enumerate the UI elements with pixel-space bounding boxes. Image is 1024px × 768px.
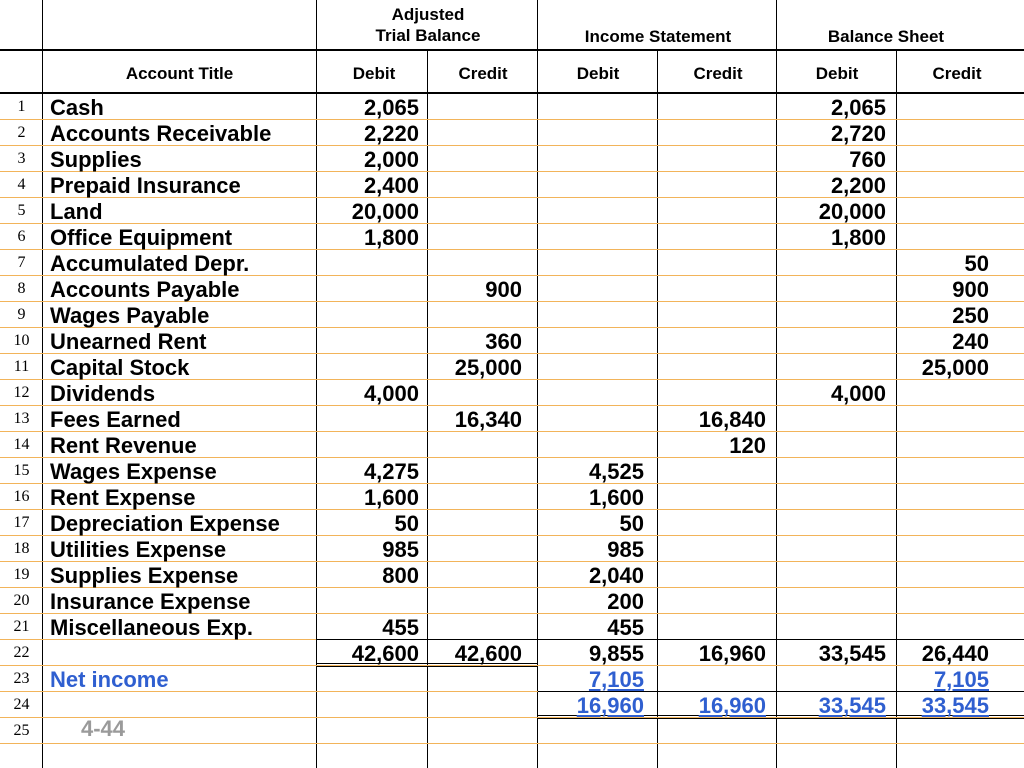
cell-is-d: 2,040 <box>588 563 644 588</box>
table-row <box>0 380 1024 406</box>
table-row <box>0 718 1024 744</box>
account-title: Land <box>50 199 103 224</box>
account-title: Accounts Payable <box>50 277 240 302</box>
account-title: Fees Earned <box>50 407 181 432</box>
account-title: Net income <box>50 667 169 692</box>
cell-bs-d: 33,545 <box>818 693 886 718</box>
table-row <box>0 94 1024 120</box>
cell-bs-d: 2,200 <box>830 173 886 198</box>
row-number: 2 <box>17 124 26 141</box>
row-number: 8 <box>17 280 26 297</box>
cell-tb-d: 1,600 <box>363 485 419 510</box>
cell-is-d: 7,105 <box>588 667 644 692</box>
cell-bs-c: 7,105 <box>933 667 989 692</box>
cell-bs-c: 26,440 <box>921 641 989 666</box>
cell-bs-d: 20,000 <box>818 199 886 224</box>
cell-bs-c: 50 <box>964 251 989 276</box>
row-number: 20 <box>13 592 30 609</box>
account-title: Supplies <box>50 147 142 172</box>
table-row <box>0 146 1024 172</box>
table-row <box>0 666 1024 692</box>
cell-tb-c: 360 <box>485 329 522 354</box>
table-row <box>0 536 1024 562</box>
account-title: Utilities Expense <box>50 537 227 562</box>
cell-tb-d: 455 <box>382 615 419 640</box>
cell-is-c: 16,840 <box>698 407 766 432</box>
cell-tb-d: 20,000 <box>351 199 419 224</box>
row-number: 25 <box>13 722 30 739</box>
cell-tb-d: 1,800 <box>363 225 419 250</box>
row-number: 3 <box>17 150 26 167</box>
row-number: 7 <box>17 254 26 271</box>
table-row <box>0 302 1024 328</box>
table-row <box>0 614 1024 640</box>
account-title: Cash <box>50 95 104 120</box>
table-row <box>0 510 1024 536</box>
cell-is-d: 455 <box>607 615 644 640</box>
row-number: 16 <box>13 488 30 505</box>
cell-bs-c: 33,545 <box>921 693 989 718</box>
header-is-credit: Credit <box>693 64 743 83</box>
row-number: 4 <box>17 176 26 193</box>
table-row <box>0 172 1024 198</box>
header-top-rule <box>0 49 1024 51</box>
table-row <box>0 458 1024 484</box>
cell-is-d: 200 <box>607 589 644 614</box>
cell-tb-d: 985 <box>382 537 419 562</box>
cell-bs-d: 2,065 <box>830 95 886 120</box>
cell-bs-d: 4,000 <box>830 381 886 406</box>
table-row <box>0 432 1024 458</box>
row-number: 9 <box>17 306 26 323</box>
table-row <box>0 224 1024 250</box>
row-number: 18 <box>13 540 30 557</box>
row-number: 24 <box>13 696 30 713</box>
header-bs-debit: Debit <box>815 64 859 83</box>
table-row <box>0 640 1024 666</box>
header-account-title: Account Title <box>125 64 234 83</box>
cell-is-d: 4,525 <box>588 459 644 484</box>
cell-bs-c: 900 <box>952 277 989 302</box>
cell-is-d: 9,855 <box>588 641 644 666</box>
cell-tb-c: 900 <box>485 277 522 302</box>
account-title: Depreciation Expense <box>50 511 280 536</box>
cell-is-d: 985 <box>607 537 644 562</box>
header-balance-sheet: Balance Sheet <box>827 27 945 46</box>
account-title: Wages Expense <box>50 459 217 484</box>
row-number: 10 <box>13 332 30 349</box>
header-tb-credit: Credit <box>458 64 508 83</box>
row-number: 12 <box>13 384 30 401</box>
cell-is-c: 16,960 <box>698 693 766 718</box>
table-row <box>0 562 1024 588</box>
row-number: 17 <box>13 514 30 531</box>
row-number: 22 <box>13 644 30 661</box>
table-row <box>0 354 1024 380</box>
cell-bs-d: 33,545 <box>818 641 886 666</box>
row-number: 11 <box>13 358 30 375</box>
cell-bs-c: 25,000 <box>921 355 989 380</box>
account-title: Office Equipment <box>50 225 233 250</box>
cell-is-c: 120 <box>729 433 766 458</box>
row-number: 14 <box>13 436 30 453</box>
row-number: 23 <box>13 670 30 687</box>
table-row <box>0 120 1024 146</box>
cell-bs-c: 250 <box>952 303 989 328</box>
table-row <box>0 692 1024 718</box>
cell-tb-d: 50 <box>394 511 419 536</box>
account-title: Capital Stock <box>50 355 190 380</box>
row-number: 1 <box>17 98 26 115</box>
row-number: 21 <box>13 618 30 635</box>
header-tb-debit: Debit <box>352 64 396 83</box>
page-number: 4-44 <box>81 716 126 741</box>
cell-tb-d: 800 <box>382 563 419 588</box>
table-row <box>0 250 1024 276</box>
header-bs-credit: Credit <box>932 64 982 83</box>
account-title: Unearned Rent <box>50 329 207 354</box>
cell-is-c: 16,960 <box>698 641 766 666</box>
cell-tb-d: 2,000 <box>363 147 419 172</box>
cell-tb-d: 42,600 <box>351 641 419 666</box>
row-number: 19 <box>13 566 30 583</box>
table-row <box>0 588 1024 614</box>
header-is-debit: Debit <box>576 64 620 83</box>
cell-bs-d: 1,800 <box>830 225 886 250</box>
account-title: Dividends <box>50 381 156 406</box>
table-row <box>0 484 1024 510</box>
cell-tb-d: 2,065 <box>363 95 419 120</box>
cell-tb-d: 4,000 <box>363 381 419 406</box>
account-title: Insurance Expense <box>50 589 251 614</box>
cell-bs-d: 760 <box>849 147 886 172</box>
table-row <box>0 276 1024 302</box>
table-row <box>0 406 1024 432</box>
account-title: Accounts Receivable <box>50 121 272 146</box>
cell-tb-c: 16,340 <box>454 407 522 432</box>
table-row <box>0 198 1024 224</box>
row-number: 6 <box>17 228 26 245</box>
cell-is-d: 16,960 <box>576 693 644 718</box>
cell-bs-d: 2,720 <box>830 121 886 146</box>
cell-tb-d: 2,220 <box>363 121 419 146</box>
cell-tb-c: 25,000 <box>454 355 522 380</box>
row-number: 5 <box>17 202 26 219</box>
account-title: Accumulated Depr. <box>50 251 250 276</box>
account-title: Miscellaneous Exp. <box>50 615 253 640</box>
account-title: Rent Revenue <box>50 433 197 458</box>
header-income-statement: Income Statement <box>584 27 732 46</box>
row-number: 13 <box>13 410 30 427</box>
cell-is-d: 50 <box>619 511 644 536</box>
header-adjusted-trial-balance: Adjusted Trial Balance <box>375 5 481 45</box>
account-title: Prepaid Insurance <box>50 173 241 198</box>
cell-bs-c: 240 <box>952 329 989 354</box>
cell-is-d: 1,600 <box>588 485 644 510</box>
account-title: Wages Payable <box>50 303 210 328</box>
cell-tb-c: 42,600 <box>454 641 522 666</box>
cell-tb-d: 2,400 <box>363 173 419 198</box>
cell-tb-d: 4,275 <box>363 459 419 484</box>
account-title: Supplies Expense <box>50 563 239 588</box>
account-title: Rent Expense <box>50 485 196 510</box>
table-row <box>0 328 1024 354</box>
row-number: 15 <box>13 462 30 479</box>
